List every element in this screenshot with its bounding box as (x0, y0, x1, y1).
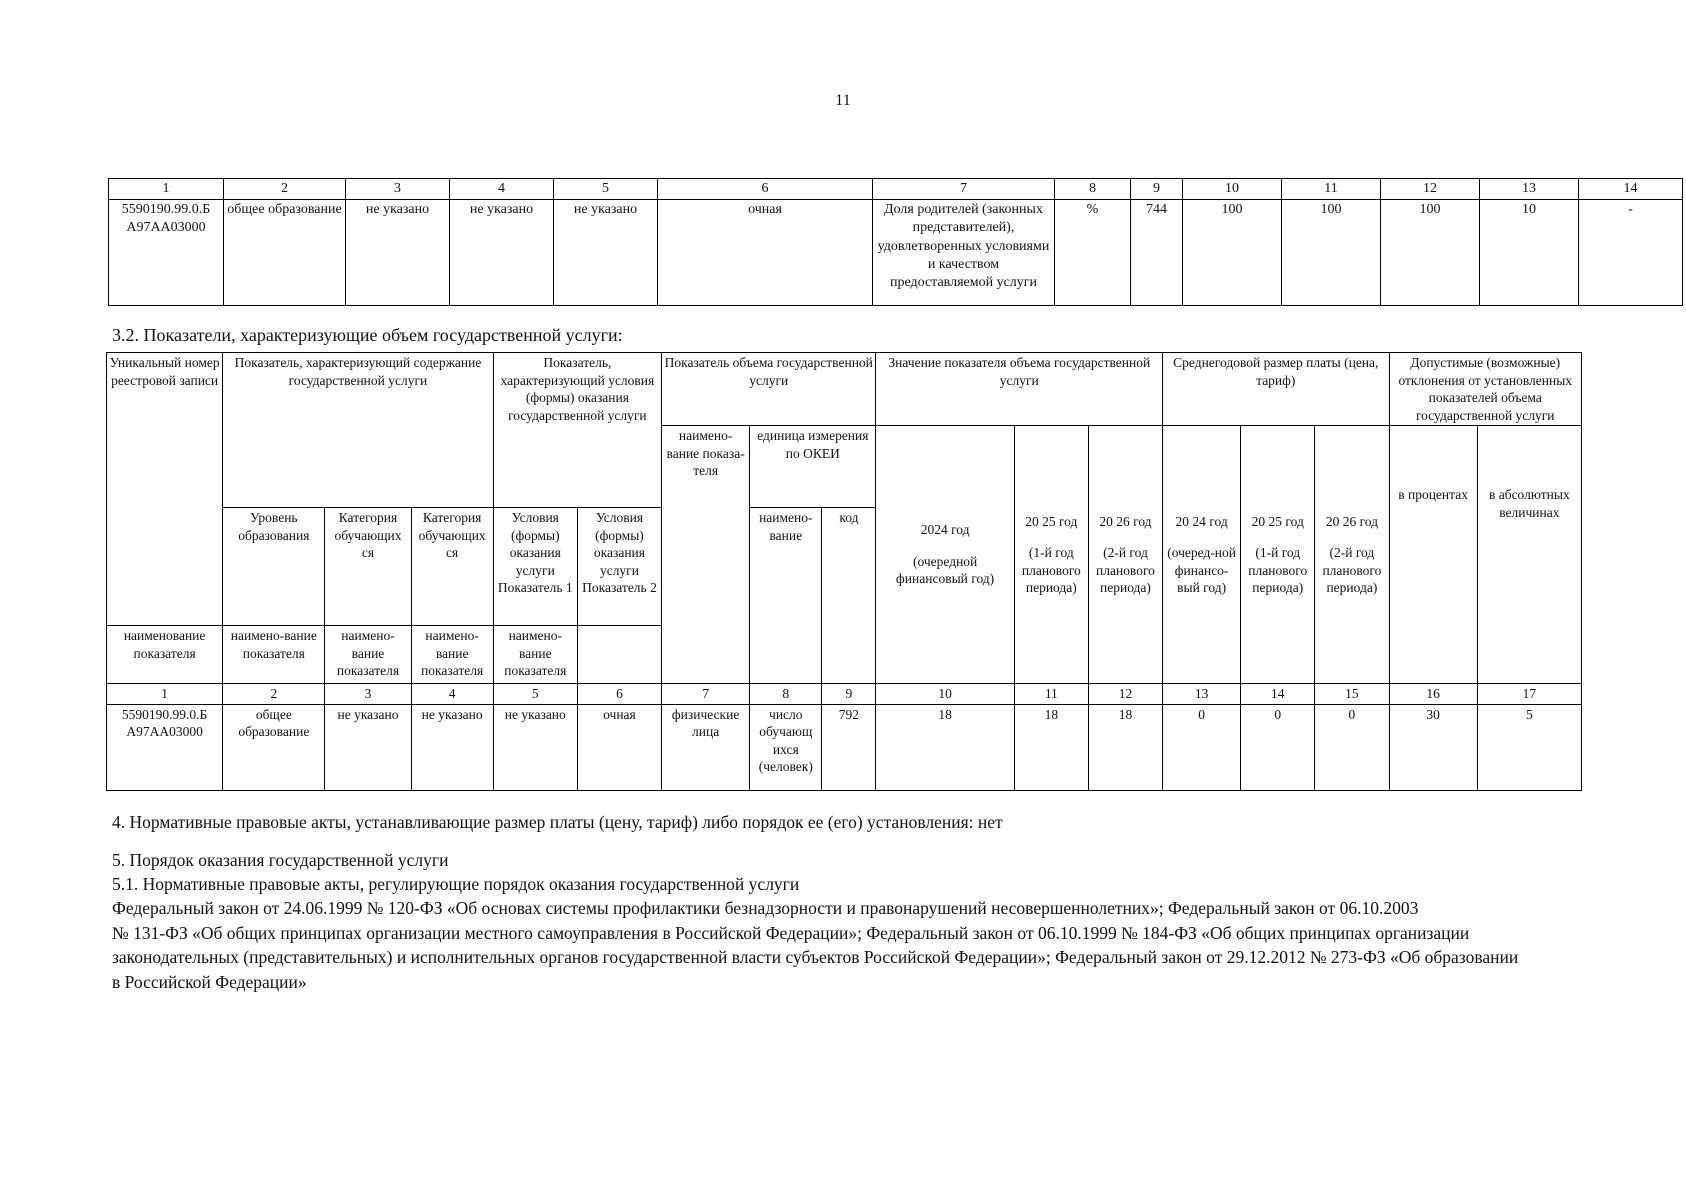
table-cell: не указано (411, 704, 493, 790)
period-label: (2-й год планового периода) (1096, 545, 1155, 596)
column-number: 11 (1014, 684, 1088, 705)
page-number: 11 (835, 92, 851, 109)
fee-cell: 0 (1163, 704, 1241, 790)
header-indicator-name: наименование показателя (107, 626, 223, 684)
header-indicator-name: наимено-вание показателя (411, 626, 493, 684)
table-header-numbers-row (107, 684, 1582, 705)
paragraph-line: в Российской Федерации» (112, 971, 307, 992)
unit: % (1055, 200, 1131, 306)
column-number: 8 (1055, 179, 1131, 200)
header-student-category: Категория обучающих ся (325, 508, 411, 626)
table-cell: не указано (554, 200, 658, 306)
header-unit-name: наимено-вание (750, 508, 822, 684)
section-heading: 3.2. Показатели, характеризующие объем государственной услуги: (112, 325, 623, 345)
header-content-indicator: Показатель, характеризующий содержание государственной услуги (223, 353, 494, 508)
deviation-cell: - (1579, 200, 1683, 306)
header-unique-number (577, 626, 661, 684)
column-number: 10 (1183, 179, 1282, 200)
year-label: 20 24 год (1175, 513, 1228, 529)
header-condition-1: Условия (формы) оказания услуги Показатель 1 (493, 508, 577, 626)
header-unique-number: Уникальный номер реестровой записи (107, 353, 223, 626)
volume-indicators-table (106, 352, 1582, 791)
header-indicator-name: наимено-вание показателя (223, 626, 325, 684)
column-number: 13 (1480, 179, 1579, 200)
column-number: 12 (1381, 179, 1480, 200)
study-form: очная (658, 200, 873, 306)
header-deviation-absolute: в абсолютных величинах (1477, 426, 1581, 684)
column-number: 13 (1163, 684, 1241, 705)
header-year-2025 (1014, 426, 1088, 684)
deviation-cell: 5 (1477, 704, 1581, 790)
header-indicator-name: наимено-вание показателя (493, 626, 577, 684)
column-number: 14 (1579, 179, 1683, 200)
column-number: 3 (325, 684, 411, 705)
column-number: 11 (1282, 179, 1381, 200)
header-indicator-name: наимено-вание показателя (325, 626, 411, 684)
column-number: 6 (577, 684, 661, 705)
table-header-numbers-row (109, 179, 1683, 200)
okei-code: 792 (822, 704, 876, 790)
header-unit-code: код (822, 508, 876, 684)
header-volume-value: Значение показателя объема государственной услуги (876, 353, 1163, 426)
section-4-text: 4. Нормативные правовые акты, устанавливающие размер платы (цену, тариф) либо порядок ее (его) установления: нет (112, 812, 1003, 832)
header-deviation: Допустимые (возможные) отклонения от установленных показателей объема государственной услуги (1389, 353, 1582, 426)
header-conditions-indicator: Показатель, характеризующий условия (формы) оказания государственной услуги (493, 353, 661, 508)
year-label: 20 26 год (1325, 513, 1378, 529)
column-number: 6 (658, 179, 873, 200)
year-label: 20 25 год (1251, 513, 1304, 529)
column-number: 1 (107, 684, 223, 705)
paragraph-line: законодательных (представительных) и исполнительных органов государственной власти субъектов Российской Федерации»; Федеральный закон от 29.12.2012 № 273-ФЗ «Об образовании (112, 947, 1519, 967)
column-number: 5 (554, 179, 658, 200)
column-number: 3 (346, 179, 450, 200)
table-cell: не указано (493, 704, 577, 790)
value-cell: 18 (1088, 704, 1162, 790)
value-cell: 18 (1014, 704, 1088, 790)
header-deviation-percent: в процентах (1389, 426, 1477, 684)
table-cell: не указано (450, 200, 554, 306)
period-label: (очеред-ной финансо-вый год) (1167, 545, 1237, 596)
column-number: 9 (822, 684, 876, 705)
paragraph-line: № 131-ФЗ «Об общих принципах организации местного самоуправления в Российской Федерации»; Федеральный закон от 06.10.1999 № 184-ФЗ «Об общих принципах организации (112, 922, 1470, 943)
header-fee-year-2026 (1315, 426, 1389, 684)
table-row (107, 704, 1582, 790)
column-number: 7 (662, 684, 750, 705)
education-level: общее образование (224, 200, 346, 306)
value-cell: 18 (876, 704, 1014, 790)
column-number: 16 (1389, 684, 1477, 705)
indicator-name: физические лица (662, 704, 750, 790)
quality-indicators-table (108, 178, 1683, 306)
deviation-cell: 30 (1389, 704, 1477, 790)
value-cell: 100 (1381, 200, 1480, 306)
header-condition-2: Условия (формы) оказания услуги Показатель 2 (577, 508, 661, 626)
header-year-2026 (1088, 426, 1162, 684)
period-label: (1-й год планового периода) (1248, 545, 1308, 596)
value-cell: 100 (1183, 200, 1282, 306)
column-number: 2 (223, 684, 325, 705)
fee-cell: 0 (1241, 704, 1315, 790)
education-level: общее образование (223, 704, 325, 790)
value-cell: 100 (1282, 200, 1381, 306)
column-number: 8 (750, 684, 822, 705)
header-indicator-name: наимено-вание показа-теля (662, 426, 750, 684)
header-year-2024 (876, 426, 1014, 684)
column-number: 1 (109, 179, 224, 200)
table-row (109, 200, 1683, 306)
period-label: (2-й год планового периода) (1322, 545, 1382, 596)
table-cell: не указано (325, 704, 411, 790)
header-student-category: Категория обучающих ся (411, 508, 493, 626)
header-volume-indicator: Показатель объема государственной услуги (662, 353, 876, 426)
column-number: 15 (1315, 684, 1389, 705)
table-header-row (107, 353, 1582, 426)
column-number: 4 (411, 684, 493, 705)
registry-number: 5590190.99.0.Б А97АА03000 (109, 200, 224, 306)
header-education-level: Уровень образования (223, 508, 325, 626)
column-number: 10 (876, 684, 1014, 705)
study-form: очная (577, 704, 661, 790)
header-okei-unit: единица измерения по ОКЕИ (750, 426, 876, 508)
year-label: 20 26 год (1099, 513, 1152, 529)
column-number: 7 (873, 179, 1055, 200)
column-number: 14 (1241, 684, 1315, 705)
indicator-name: Доля родителей (законных представителей), удовлетворенных условиями и качеством предоставляемой услуги (873, 200, 1055, 306)
okei-code: 744 (1131, 200, 1183, 306)
period-label: (1-й год планового периода) (1021, 545, 1081, 596)
section-5-1-heading: 5.1. Нормативные правовые акты, регулирующие порядок оказания государственной услуги (112, 874, 800, 894)
year-label: 2024 год (920, 522, 970, 538)
fee-cell: 0 (1315, 704, 1389, 790)
period-label: (очередной финансовый год) (896, 553, 995, 587)
header-fee-year-2024 (1163, 426, 1241, 684)
column-number: 2 (224, 179, 346, 200)
column-number: 9 (1131, 179, 1183, 200)
table-cell: не указано (346, 200, 450, 306)
column-number: 4 (450, 179, 554, 200)
legal-acts-paragraph (112, 896, 1592, 994)
column-number: 17 (1477, 684, 1581, 705)
column-number: 12 (1088, 684, 1162, 705)
header-average-fee: Среднегодовой размер платы (цена, тариф) (1163, 353, 1389, 426)
column-number: 5 (493, 684, 577, 705)
registry-number: 5590190.99.0.Б А97АА03000 (107, 704, 223, 790)
unit-name: число обучающ ихся (человек) (750, 704, 822, 790)
header-fee-year-2025 (1241, 426, 1315, 684)
paragraph-line: Федеральный закон от 24.06.1999 № 120-ФЗ «Об основах системы профилактики безнадзорности и правонарушений несовершеннолетних»; Федеральный закон от 06.10.2003 (112, 898, 1419, 918)
year-label: 20 25 год (1025, 513, 1078, 529)
deviation-cell: 10 (1480, 200, 1579, 306)
section-5-heading: 5. Порядок оказания государственной услуги (112, 850, 449, 870)
